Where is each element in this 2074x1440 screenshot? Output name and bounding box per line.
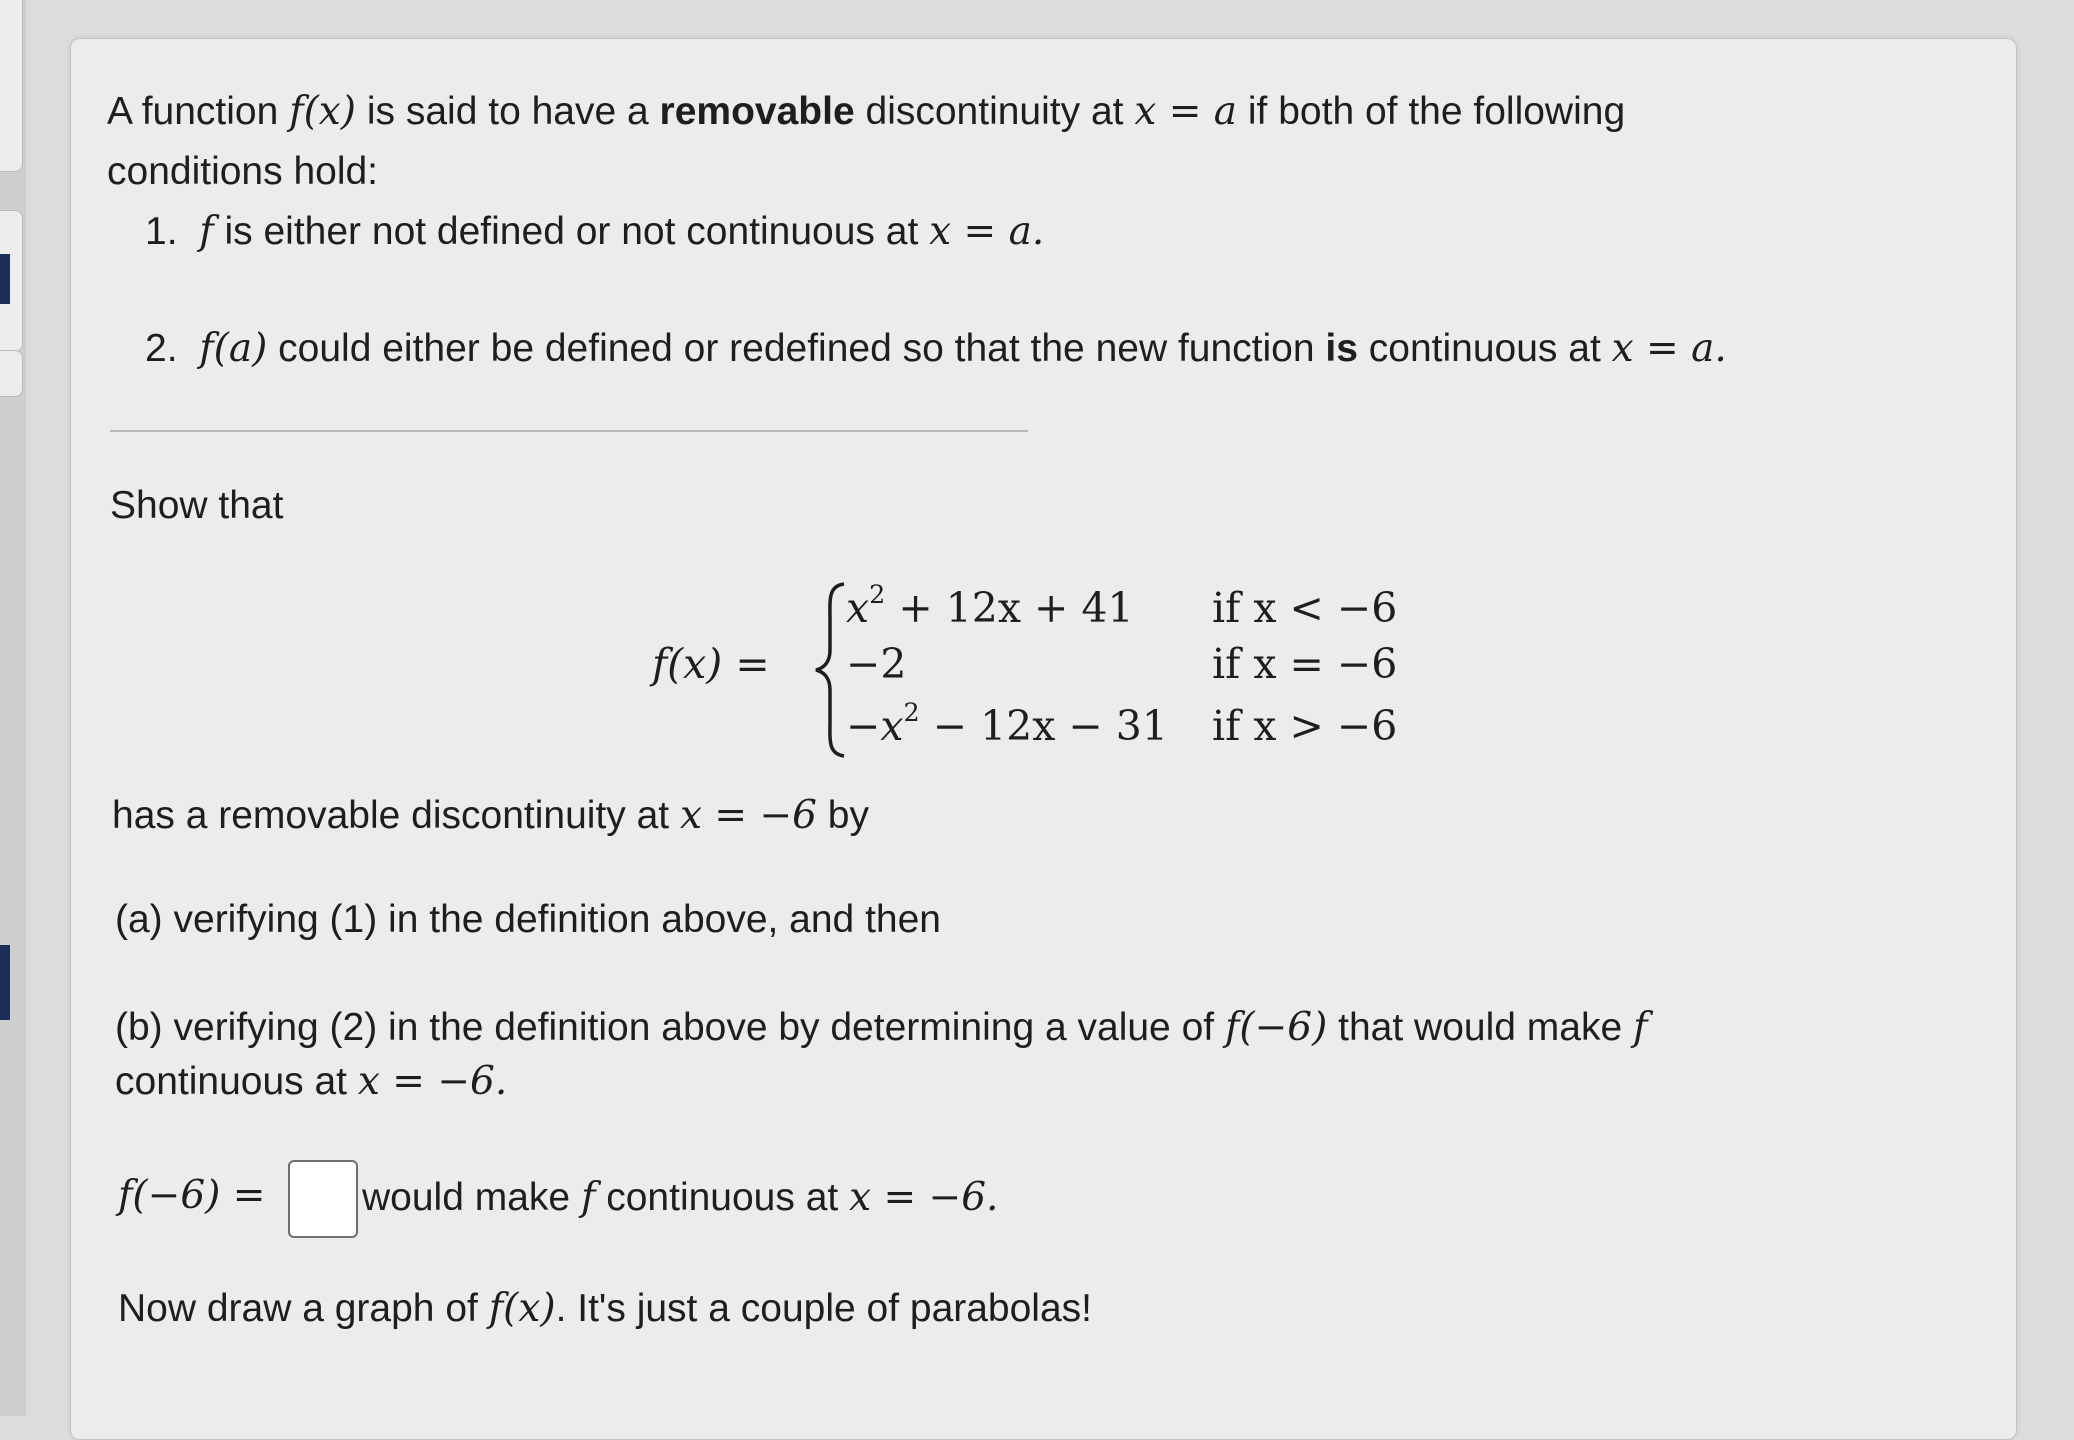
piecewise-lhs: f(x) = [652,640,770,688]
condition-1: 1. f is either not defined or not continuous at x = a. [145,209,1045,254]
part-a-text: (a) verifying (1) in the definition above, and then [115,898,941,941]
piece-3-expression: $-x^2 - 12x - 31$ [846,696,1168,750]
answer-lhs: f(−6) = [118,1173,266,1218]
answer-input[interactable] [288,1160,358,1238]
definition-line1: A function f(x) is said to have a removable discontinuity at x = a if both of the following [107,89,1626,134]
definition-line2: conditions hold: [107,150,379,193]
left-edge-tab [0,0,23,172]
left-edge-marker [0,945,10,1020]
show-that-text: Show that [110,484,284,527]
part-b-line2: continuous at x = −6. [115,1059,508,1104]
piece-1-condition: if x < −6 [1212,584,1398,632]
piece-1-expression: $x^2 + 12x + 41$ [846,578,1134,632]
condition-2: 2. f(a) could either be defined or redefined so that the new function is continuous at x = a. [145,326,1727,371]
part-b-line1: (b) verifying (2) in the definition above by determining a value of f(−6) that would make f [115,1005,1648,1050]
piece-2-condition: if x = −6 [1212,640,1398,688]
answer-trailing-text: would make f continuous at x = −6. [362,1175,999,1220]
graph-instruction: Now draw a graph of f(x). It's just a couple of parabolas! [118,1286,1092,1331]
left-edge-marker [0,254,10,304]
piece-2-expression: −2 [846,640,907,688]
left-edge-tab [0,350,23,397]
section-divider [110,430,1028,432]
piece-3-condition: if x > −6 [1212,702,1398,750]
removable-statement: has a removable discontinuity at x = −6 by [112,793,869,838]
piecewise-brace [810,580,850,760]
